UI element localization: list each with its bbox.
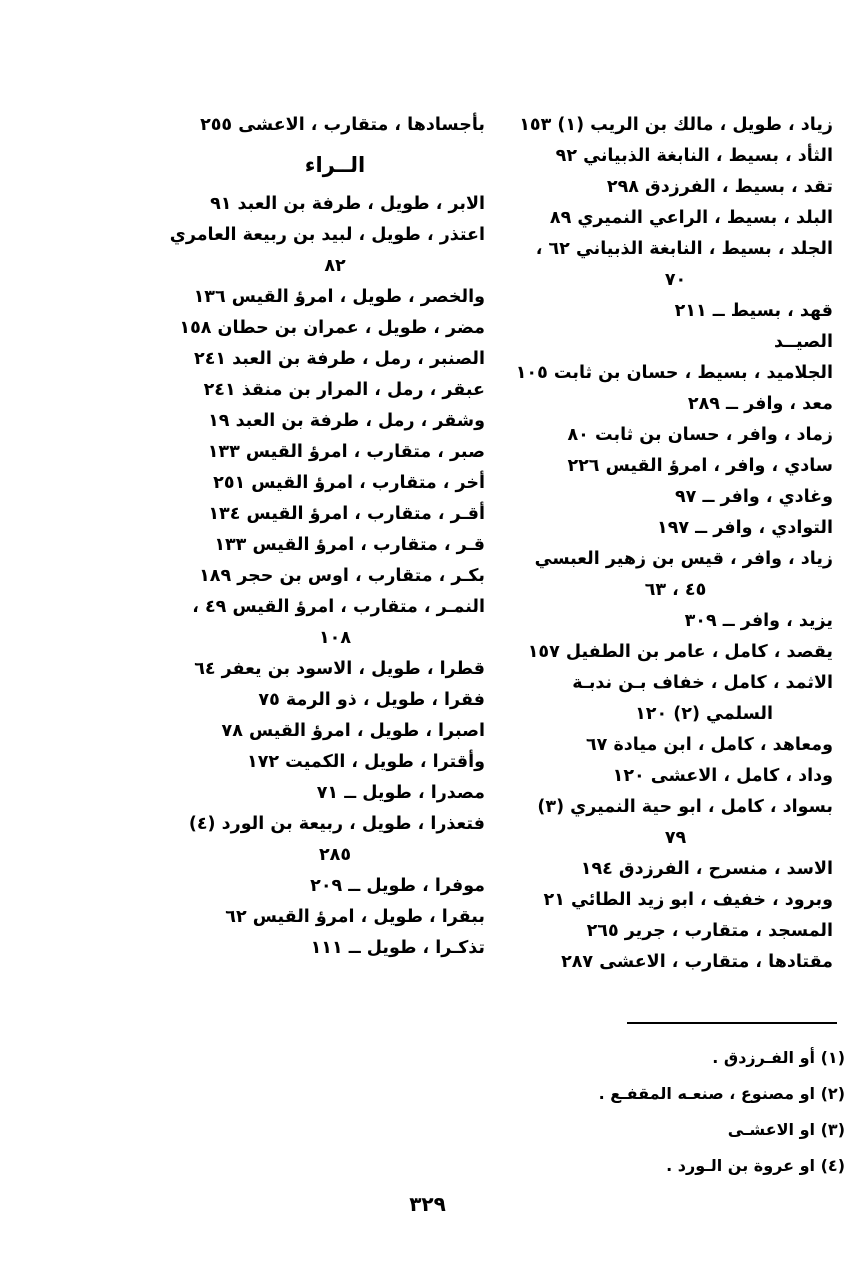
index-entry: ببقرا ، طويل ، امرؤ القيس ٦٢ <box>225 907 485 927</box>
index-entry: اصبرا ، طويل ، امرؤ القيس ٧٨ <box>221 721 485 741</box>
index-entry: الجلد ، بسيط ، النابغة الذبياني ٦٢ ، <box>535 239 833 259</box>
index-entry: الثأد ، بسيط ، النابغة الذبياني ٩٢ <box>555 146 833 166</box>
index-entry: الاسد ، منسرح ، الفرزدق ١٩٤ <box>580 859 833 879</box>
footnotes <box>325 1040 845 1184</box>
index-entry: مضر ، طويل ، عمران بن حطان ١٥٨ <box>179 318 485 338</box>
index-entry: وأقترا ، طويل ، الكميت ١٧٢ <box>247 752 485 772</box>
section-heading: الصيــد <box>773 332 833 352</box>
index-entry-continuation: ٨٢ <box>324 256 346 276</box>
index-entry: زماد ، وافر ، حسان بن ثابت ٨٠ <box>567 425 833 445</box>
index-entry: مصدرا ، طويل ــ ٧١ <box>316 783 485 803</box>
index-entry: فتعذرا ، طويل ، ربيعة بن الورد (٤) <box>188 814 485 834</box>
index-entry: اعتذر ، طويل ، لبيد بن ربيعة العامري <box>169 225 485 245</box>
index-entry: فقرا ، طويل ، ذو الرمة ٧٥ <box>258 690 485 710</box>
footnote: (١) أو الفـرزدق . <box>712 1048 845 1067</box>
index-entry-continuation: ٧٩ <box>664 828 687 848</box>
index-entry: التوادي ، وافر ــ ١٩٧ <box>657 518 833 538</box>
index-entry: أخر ، متقارب ، امرؤ القيس ٢٥١ <box>213 473 485 493</box>
index-entry: قـر ، متقارب ، امرؤ القيس ١٣٣ <box>214 535 485 555</box>
index-entry: قطرا ، طويل ، الاسود بن يعفر ٦٤ <box>194 659 485 679</box>
footnote: (٣) او الاعشـى <box>727 1120 845 1139</box>
index-entry: قهد ، بسيط ــ ٢١١ <box>674 301 833 321</box>
index-entry: صبر ، متقارب ، امرؤ القيس ١٣٣ <box>207 442 485 462</box>
index-entry: تقد ، بسيط ، الفرزدق ٢٩٨ <box>606 177 833 197</box>
index-entry: أقـر ، متقارب ، امرؤ القيس ١٣٤ <box>208 504 485 524</box>
section-heading: الــراء <box>304 153 366 177</box>
index-entry-continuation: ٧٠ <box>664 270 687 290</box>
index-entry: زياد ، وافر ، قيس بن زهير العبسي <box>534 549 833 569</box>
index-entry: البلد ، بسيط ، الراعي النميري ٨٩ <box>549 208 833 228</box>
index-entry-continuation: ٢٨٥ <box>318 845 352 865</box>
index-entry: الابر ، طويل ، طرفة بن العبد ٩١ <box>210 194 485 214</box>
index-entry: عبقر ، رمل ، المرار بن منقذ ٢٤١ <box>203 380 485 400</box>
index-entry-continuation: ١٠٨ <box>318 628 352 648</box>
index-entry: بأجسادها ، متقارب ، الاعشى ٢٥٥ <box>200 115 485 135</box>
index-entry: وبرود ، خفيف ، ابو زيد الطائي ٢١ <box>543 890 833 910</box>
index-entry: تذكـرا ، طويل ــ ١١١ <box>310 938 485 958</box>
footnote: (٤) او عروة بن الـورد . <box>666 1156 845 1175</box>
index-entry: موفرا ، طويل ــ ٢٠٩ <box>310 876 485 896</box>
index-entry: ومعاهد ، كامل ، ابن ميادة ٦٧ <box>585 735 833 755</box>
index-entry: الصنبر ، رمل ، طرفة بن العبد ٢٤١ <box>194 349 485 369</box>
right-column <box>515 110 833 978</box>
index-entry: يقصد ، كامل ، عامر بن الطفيل ١٥٧ <box>527 642 833 662</box>
index-entry: بسواد ، كامل ، ابو حية النميري (٣) <box>537 797 833 817</box>
index-entry: يزيد ، وافر ــ ٣٠٩ <box>684 611 833 631</box>
index-entry: النمـر ، متقارب ، امرؤ القيس ٤٩ ، <box>192 597 485 617</box>
index-entry: وداد ، كامل ، الاعشى ١٢٠ <box>612 766 833 786</box>
index-entry: وغادي ، وافر ــ ٩٧ <box>675 487 833 507</box>
index-entry: بكـر ، متقارب ، اوس بن حجر ١٨٩ <box>199 566 485 586</box>
index-entry-continuation: السلمي (٢) ١٢٠ <box>635 704 773 724</box>
index-entry: الاثمد ، كامل ، خفاف بـن ندبـة <box>572 673 833 693</box>
index-entry-continuation: ٤٥ ، ٦٣ <box>644 580 707 600</box>
index-entry: زياد ، طويل ، مالك بن الريب (١) ١٥٣ <box>519 115 833 135</box>
index-entry: الجلاميد ، بسيط ، حسان بن ثابت ١٠٥ <box>515 363 833 383</box>
page-number: ٣٢٩ <box>409 1192 446 1216</box>
index-entry: والخصر ، طويل ، امرؤ القيس ١٣٦ <box>193 287 485 307</box>
index-entry: سادي ، وافر ، امرؤ القيس ٢٢٦ <box>567 456 833 476</box>
footnote-divider <box>627 1022 837 1024</box>
index-entry: وشقر ، رمل ، طرفة بن العبد ١٩ <box>208 411 485 431</box>
index-entry: مقتادها ، متقارب ، الاعشى ٢٨٧ <box>561 952 833 972</box>
index-entry: المسجد ، متقارب ، جرير ٢٦٥ <box>586 921 833 941</box>
left-column <box>169 110 485 964</box>
index-entry: معد ، وافر ــ ٢٨٩ <box>687 394 833 414</box>
footnote: (٢) او مصنوع ، صنعـه المقفـع . <box>598 1084 845 1103</box>
